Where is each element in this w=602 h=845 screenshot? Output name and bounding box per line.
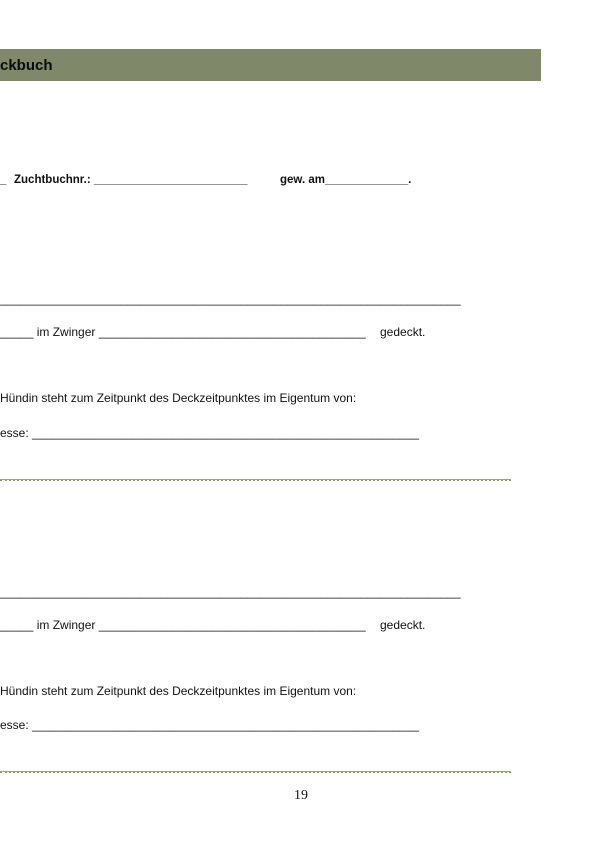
gedeckt-label: gedeckt. [380, 618, 426, 632]
gedeckt-label: gedeckt. [380, 325, 426, 339]
blank-line-1: _____________________________________________________________________ [0, 292, 461, 306]
section-separator [0, 771, 511, 773]
owner-sentence: Hündin steht zum Zeitpunkt des Deckzeitpunktes im Eigentum von: [0, 684, 357, 698]
section-separator [0, 479, 511, 481]
zwinger-field: _____ im Zwinger ________________________________________ [0, 325, 366, 339]
page-number: 19 [294, 788, 308, 803]
weight-date-field: gew. am_____________. [280, 174, 412, 186]
zuchtbuch-field: Zuchtbuchnr.: ________________________ [14, 174, 248, 186]
zwinger-field: _____ im Zwinger ________________________________________ [0, 618, 366, 632]
leading-blank: _ [0, 174, 7, 186]
section-header-banner [0, 49, 541, 81]
address-field: esse: __________________________________________________________ [0, 426, 420, 440]
owner-sentence: Hündin steht zum Zeitpunkt des Deckzeitpunktes im Eigentum von: [0, 391, 357, 405]
blank-line-2: _____________________________________________________________________ [0, 585, 461, 599]
address-field: esse: __________________________________________________________ [0, 718, 420, 732]
section-title: ckbuch [0, 57, 53, 74]
